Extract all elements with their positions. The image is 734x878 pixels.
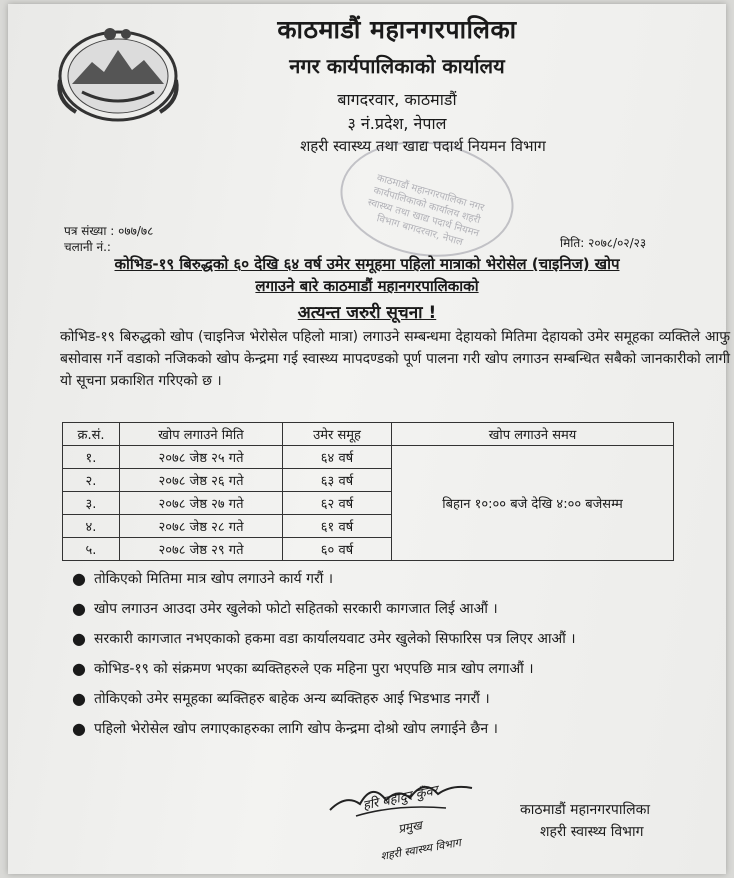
- department-line: शहरी स्वास्थ्य तथा खाद्य पदार्थ नियमन विभाग: [300, 137, 546, 155]
- row-date: २०७८ जेष्ठ २९ गते: [120, 538, 283, 561]
- table-row: [63, 446, 674, 469]
- notice-title-text: अत्यन्त जरुरी सूचना !: [297, 303, 437, 323]
- footer-org: काठमाडौं महानगरपालिका: [520, 802, 650, 818]
- list-item: [72, 628, 722, 650]
- vaccination-schedule-table: [62, 422, 674, 561]
- bullet-icon: ●: [72, 629, 86, 648]
- row-age: ६२ वर्ष: [283, 492, 392, 515]
- bullet-icon: ●: [72, 689, 86, 708]
- subject-line-1-text: कोभिड-१९ बिरुद्धको ६० देखि ६४ वर्ष उमेर समूहमा पहिलो मात्राको भेरोसेल (चाइनिज) खोप: [114, 255, 620, 273]
- subject-line-2: [0, 276, 734, 296]
- address-line: बागदरवार, काठमाडौं: [337, 90, 457, 109]
- subject-line-1: [0, 254, 734, 274]
- list-item-text: कोभिड-१९ को संक्रमण भएका ब्यक्तिहरुले एक महिना पुरा भएपछि मात्र खोप लगाऔं ।: [94, 661, 534, 677]
- row-age: ६० वर्ष: [283, 538, 392, 561]
- row-serial: ५.: [63, 538, 120, 561]
- list-item: [72, 718, 722, 740]
- row-age: ६४ वर्ष: [283, 446, 392, 469]
- col-time: खोप लगाउने समय: [392, 423, 674, 446]
- table-header-row: [63, 423, 674, 446]
- list-item: [72, 658, 722, 680]
- list-item-text: पहिलो भेरोसेल खोप लगाएकाहरुका लागि खोप केन्द्रमा दोश्रो खोप लगाईने छैन ।: [94, 721, 498, 737]
- vaccination-time: बिहान १०:०० बजे देखि ४:०० बजेसम्म: [392, 446, 674, 561]
- office-title: नगर कार्यपालिकाको कार्यालय: [289, 54, 505, 78]
- col-age-group: उमेर समूह: [283, 423, 392, 446]
- row-age: ६१ वर्ष: [283, 515, 392, 538]
- org-title: काठमाडौं महानगरपालिका: [277, 15, 517, 44]
- bullet-icon: ●: [72, 659, 86, 678]
- letter-number: पत्र संख्या : ०७७/७८: [64, 224, 154, 238]
- bullet-icon: ●: [72, 569, 86, 588]
- row-age: ६३ वर्ष: [283, 469, 392, 492]
- bullet-icon: ●: [72, 599, 86, 618]
- row-date: २०७८ जेष्ठ २७ गते: [120, 492, 283, 515]
- signatory-name: हरि बहादुर कुँवर: [361, 783, 440, 814]
- notice-title: [0, 300, 734, 323]
- bullet-icon: ●: [72, 719, 86, 738]
- row-date: २०७८ जेष्ठ २६ गते: [120, 469, 283, 492]
- instruction-list: [72, 568, 722, 748]
- row-date: २०७८ जेष्ठ २८ गते: [120, 515, 283, 538]
- list-item-text: खोप लगाउन आउदा उमेर खुलेको फोटो सहितको सरकारी कागजात लिई आऔं ।: [94, 601, 498, 617]
- col-date: खोप लगाउने मिति: [120, 423, 283, 446]
- dispatch-number: चलानी नं.:: [64, 240, 111, 254]
- row-date: २०७८ जेष्ठ २५ गते: [120, 446, 283, 469]
- row-serial: ३.: [63, 492, 120, 515]
- list-item-text: तोकिएको मितिमा मात्र खोप लगाउने कार्य गरौं ।: [94, 571, 334, 587]
- list-item-text: सरकारी कागजात नभएकाको हकमा वडा कार्यालयवाट उमेर खुलेको सिफारिस पत्र लिएर आऔं ।: [94, 631, 576, 647]
- province-line: ३ नं.प्रदेश, नेपाल: [347, 114, 447, 133]
- row-serial: ४.: [63, 515, 120, 538]
- signatory-department: शहरी स्वास्थ्य विभाग: [379, 836, 462, 863]
- footer-department: शहरी स्वास्थ्य विभाग: [540, 824, 644, 840]
- letter-date: मिति: २०७८/०२/२३: [560, 236, 647, 250]
- list-item-text: तोकिएको उमेर समूहका ब्यक्तिहरु बाहेक अन्य ब्यक्तिहरु आई भिडभाड नगरौं ।: [94, 691, 490, 707]
- signatory-title: प्रमुख: [397, 818, 423, 836]
- row-serial: २.: [63, 469, 120, 492]
- row-serial: १.: [63, 446, 120, 469]
- subject-line-2-text: लगाउने बारे काठमाडौं महानगरपालिकाको: [255, 277, 479, 295]
- office-stamp-text: काठमाडौं महानगरपालिका नगर कार्यपालिकाको कार्यालय शहरी स्वास्थ्य तथा खाद्य पदार्थ नियमन विभाग बागदरवार, नेपाल: [366, 172, 486, 249]
- col-serial: क्र.सं.: [63, 423, 120, 446]
- list-item: [72, 568, 722, 590]
- list-item: [72, 598, 722, 620]
- list-item: [72, 688, 722, 710]
- notice-paragraph: कोभिड-१९ बिरुद्धको खोप (चाइनिज भेरोसेल पहिलो मात्रा) लगाउने सम्बन्धमा देहायको मितिमा देहायको उमेर समूहका व्यक्तिले आफु बसोवास गर्ने वडाको नजिकको खोप केन्द्रमा गई स्वास्थ्य मापदण्डको पूर्ण पालना गरी खोप लगाउन सम्बन्धित सबैको जानकारीको लागी यो सूचना प्रकाशित गरिएको छ ।: [60, 329, 730, 389]
